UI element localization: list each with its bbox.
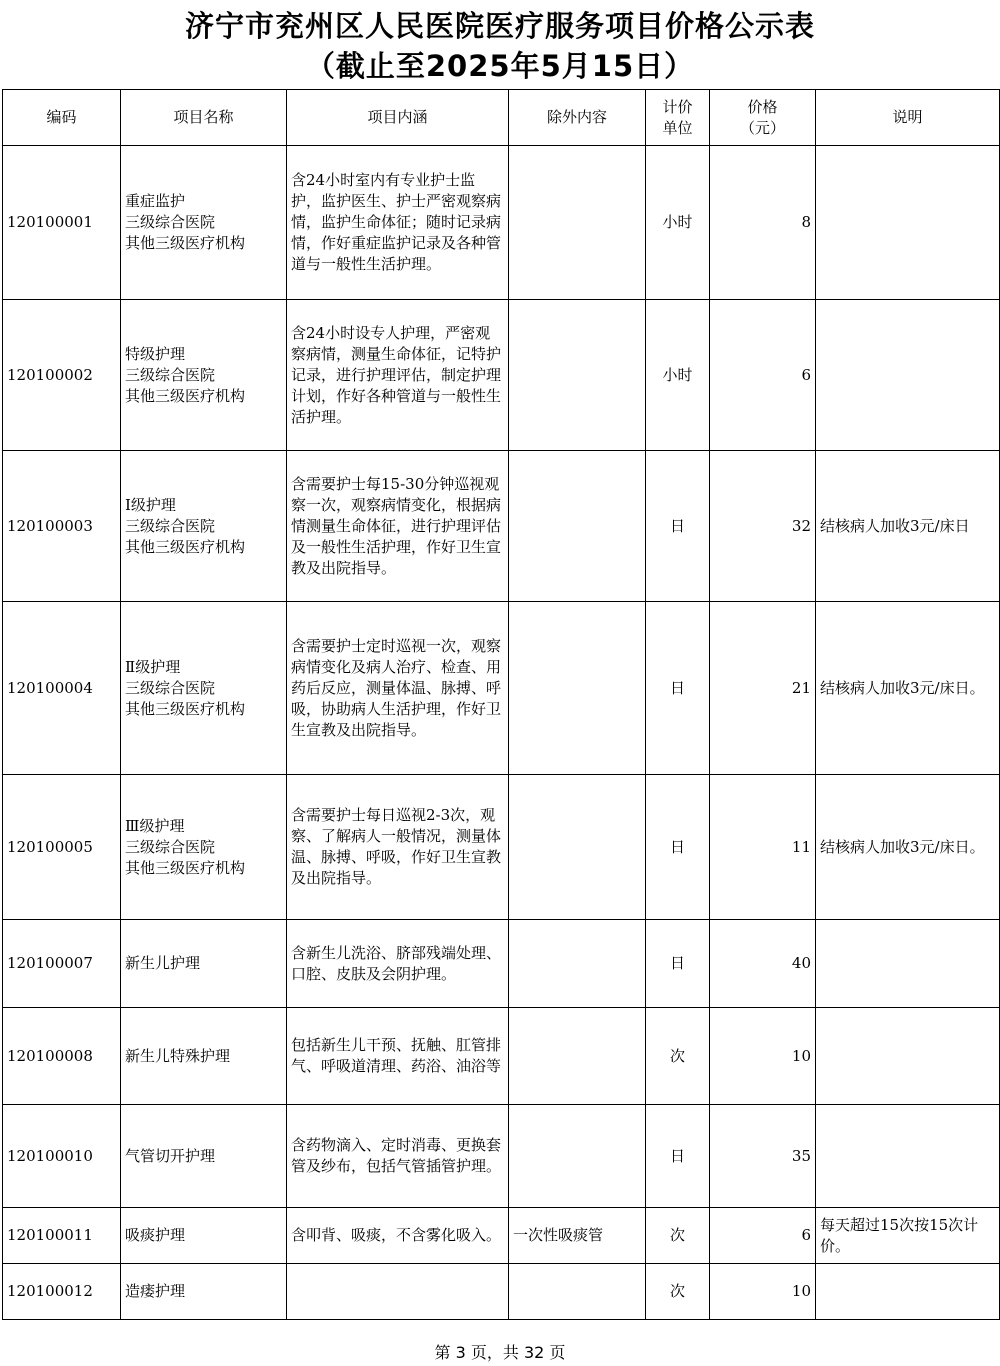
item-code: 120100012 (3, 1264, 121, 1320)
item-name: 吸痰护理 (121, 1208, 287, 1264)
item-code: 120100002 (3, 300, 121, 451)
item-note (816, 920, 1000, 1008)
item-exclusion: 一次性吸痰管 (509, 1208, 646, 1264)
item-price: 8 (710, 146, 816, 300)
item-code: 120100005 (3, 775, 121, 920)
item-code: 120100004 (3, 602, 121, 775)
item-note (816, 1105, 1000, 1208)
header-code: 编码 (3, 90, 121, 146)
item-unit: 小时 (646, 146, 710, 300)
item-note: 结核病人加收3元/床日。 (816, 775, 1000, 920)
table-row (3, 451, 1000, 602)
item-note: 每天超过15次按15次计价。 (816, 1208, 1000, 1264)
table-row (3, 920, 1000, 1008)
item-price: 10 (710, 1008, 816, 1105)
item-note (816, 1008, 1000, 1105)
item-name: Ⅱ级护理 三级综合医院 其他三级医疗机构 (121, 602, 287, 775)
header-unit: 计价 单位 (646, 90, 710, 146)
item-name: 重症监护 三级综合医院 其他三级医疗机构 (121, 146, 287, 300)
item-note (816, 1264, 1000, 1320)
item-unit: 小时 (646, 300, 710, 451)
table-row (3, 1264, 1000, 1320)
item-note (816, 146, 1000, 300)
item-content: 含药物滴入、定时消毒、更换套管及纱布，包括气管插管护理。 (287, 1105, 509, 1208)
item-unit: 日 (646, 451, 710, 602)
item-content: 含24小时设专人护理，严密观察病情，测量生命体征，记特护记录，进行护理评估，制定护理计划，作好各种管道与一般性生活护理。 (287, 300, 509, 451)
item-content: 含需要护士每日巡视2-3次，观察、了解病人一般情况，测量体温、脉搏、呼吸，作好卫生宣教及出院指导。 (287, 775, 509, 920)
table-row (3, 1008, 1000, 1105)
item-price: 40 (710, 920, 816, 1008)
item-content (287, 1264, 509, 1320)
item-note: 结核病人加收3元/床日 (816, 451, 1000, 602)
item-name: 造瘘护理 (121, 1264, 287, 1320)
item-exclusion (509, 451, 646, 602)
item-price: 32 (710, 451, 816, 602)
item-price: 10 (710, 1264, 816, 1320)
table-row (3, 146, 1000, 300)
item-price: 35 (710, 1105, 816, 1208)
header-price: 价格 （元） (710, 90, 816, 146)
item-price: 21 (710, 602, 816, 775)
item-code: 120100011 (3, 1208, 121, 1264)
header-content: 项目内涵 (287, 90, 509, 146)
item-content: 含需要护士定时巡视一次，观察病情变化及病人治疗、检查、用药后反应，测量体温、脉搏、呼吸，协助病人生活护理，作好卫生宣教及出院指导。 (287, 602, 509, 775)
item-name: Ⅲ级护理 三级综合医院 其他三级医疗机构 (121, 775, 287, 920)
item-price: 11 (710, 775, 816, 920)
item-content: 含需要护士每15-30分钟巡视观察一次，观察病情变化，根据病情测量生命体征，进行护理评估及一般性生活护理，作好卫生宣教及出院指导。 (287, 451, 509, 602)
table-header-row (3, 90, 1000, 146)
item-content: 含叩背、吸痰，不含雾化吸入。 (287, 1208, 509, 1264)
item-unit: 次 (646, 1008, 710, 1105)
table-row (3, 1105, 1000, 1208)
table-row (3, 1208, 1000, 1264)
table-row (3, 602, 1000, 775)
item-unit: 日 (646, 1105, 710, 1208)
item-note: 结核病人加收3元/床日。 (816, 602, 1000, 775)
item-exclusion (509, 1264, 646, 1320)
price-table (2, 89, 1000, 1320)
item-content: 含24小时室内有专业护士监护，监护医生、护士严密观察病情，监护生命体征；随时记录病情，作好重症监护记录及各种管道与一般性生活护理。 (287, 146, 509, 300)
item-content: 包括新生儿干预、抚触、肛管排气、呼吸道清理、药浴、油浴等 (287, 1008, 509, 1105)
item-name: 新生儿特殊护理 (121, 1008, 287, 1105)
item-price: 6 (710, 300, 816, 451)
item-unit: 日 (646, 920, 710, 1008)
item-code: 120100001 (3, 146, 121, 300)
item-code: 120100007 (3, 920, 121, 1008)
item-name: Ⅰ级护理 三级综合医院 其他三级医疗机构 (121, 451, 287, 602)
item-note (816, 300, 1000, 451)
table-row (3, 775, 1000, 920)
item-exclusion (509, 1105, 646, 1208)
item-unit: 日 (646, 602, 710, 775)
item-exclusion (509, 775, 646, 920)
item-unit: 次 (646, 1208, 710, 1264)
item-exclusion (509, 300, 646, 451)
item-code: 120100003 (3, 451, 121, 602)
item-price: 6 (710, 1208, 816, 1264)
item-exclusion (509, 1008, 646, 1105)
item-content: 含新生儿洗浴、脐部残端处理、口腔、皮肤及会阴护理。 (287, 920, 509, 1008)
item-unit: 次 (646, 1264, 710, 1320)
item-exclusion (509, 602, 646, 775)
item-code: 120100008 (3, 1008, 121, 1105)
item-unit: 日 (646, 775, 710, 920)
page-footer: 第 3 页，共 32 页 (434, 1343, 566, 1362)
page-subtitle-date: （截止至2025年5月15日） (305, 49, 695, 83)
item-name: 特级护理 三级综合医院 其他三级医疗机构 (121, 300, 287, 451)
item-name: 新生儿护理 (121, 920, 287, 1008)
item-exclusion (509, 920, 646, 1008)
page-title: 济宁市兖州区人民医院医疗服务项目价格公示表 (184, 9, 815, 43)
item-code: 120100010 (3, 1105, 121, 1208)
header-exclusion: 除外内容 (509, 90, 646, 146)
header-name: 项目名称 (121, 90, 287, 146)
header-note: 说明 (816, 90, 1000, 146)
table-row (3, 300, 1000, 451)
item-name: 气管切开护理 (121, 1105, 287, 1208)
item-exclusion (509, 146, 646, 300)
